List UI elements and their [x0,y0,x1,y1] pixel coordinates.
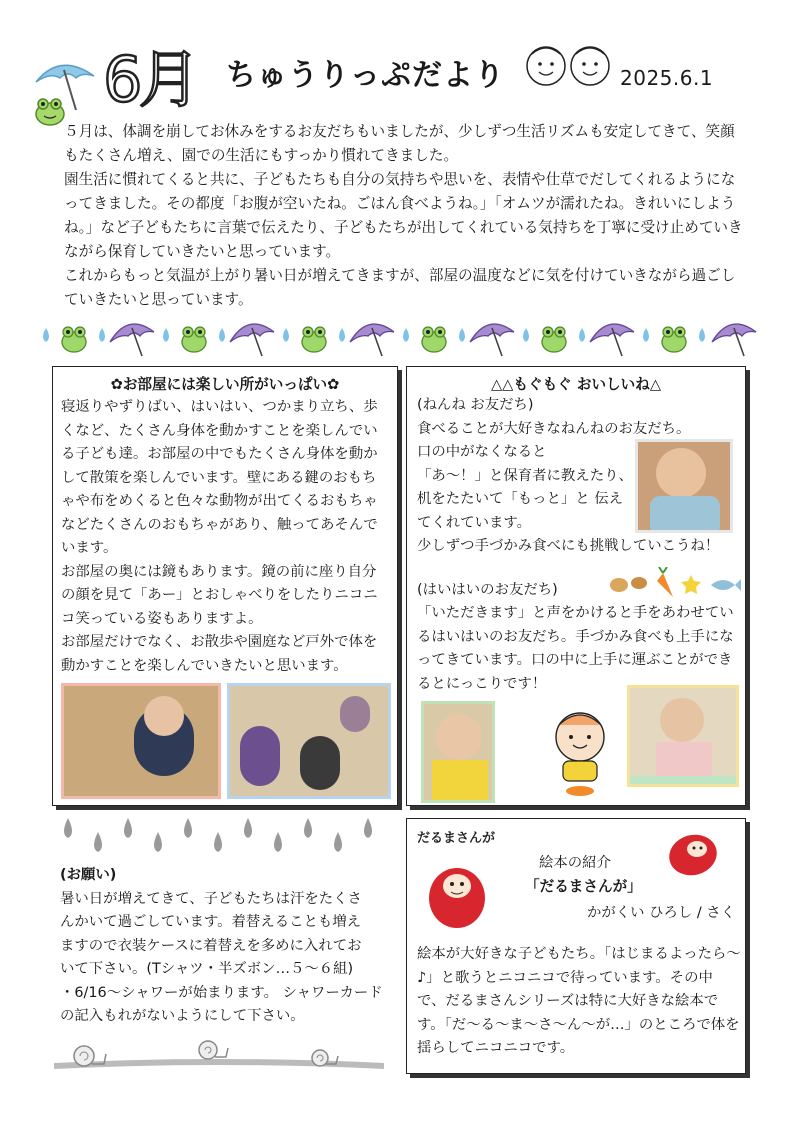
photo-child-eating-table [627,685,739,787]
food-section [406,366,746,806]
request-heading: (お願い) [60,867,117,883]
daruma-illustration [657,825,737,881]
intro-paragraph: 園生活に慣れてくると共に、子どもたちも自分の気持ちや思いを、表情や仕草でだしてくれるようになってきました。その都度「お腹が空いたね。ごはん食べようね。」「オムツが濡れたね。きれいにしようね。」など子どもたちに言葉で伝えたり、子どもたちが出してくれている気持ちを丁寧に受け止めていきながら保育していきたいと思っています。 [64,171,743,260]
newsletter-title: ちゅうりっぷだより [226,58,505,93]
line: 「あ～！」と保育者に教えたり、 [417,467,633,484]
request-line: んかいて過ごしています。着替えることも増え [60,914,362,930]
paragraph: 寝返りやずりばい、はいはい、つかまり立ち、歩くなど、たくさん身体を動かすことを楽しんでいる子ども達。お部屋の中でもたくさん身体を動かして散策を楽しんでいます。壁にある鍵のおもちゃや布をめくると色々な動物が出てくるおもちゃなどたくさんのおもちゃがあり、触ってあそんでいます。 [61,399,378,556]
subheading: (はいはいのお友だち) [417,581,558,598]
raindrops-decoration [54,814,384,858]
vegetables-illustration [607,567,743,603]
snails-decoration [54,1032,384,1076]
paragraph: お部屋だけでなく、お散歩や園庭など戸外で体を動かすことを楽しんでいきたいと思います。 [61,634,378,674]
month-heading: 6月 [103,43,197,116]
line: 机をたたいて「もっと」と 伝え [417,491,624,507]
rice-ball-icon: △ [649,376,662,393]
book-section [406,818,746,1074]
line: 少しずつ手づかみ食べにも挑戦していこうね！ [417,538,720,554]
request-line: の記入もれがないようにして下さい。 [60,1008,305,1024]
book-title: 「だるまさんが」 [525,878,642,895]
section-title: △△もぐもぐ おいしいね△ [490,376,662,393]
request-line: ・6/16～シャワーが始まります。 シャワーカード [60,984,383,1001]
room-section [52,366,398,806]
baby-cartoon-illustration [543,701,617,801]
issue-date: 2025.6.1 [620,66,714,90]
book-description: 絵本が大好きな子どもたち。「はじまるよったら～♪」と歌うとニコニコで待っています。その中で、だるまさんシリーズは特に大好きな絵本です。「だ～る～ま～さ～ん～が…」のところで体を揺らしてニコニコです。 [417,946,741,1056]
paragraph: お部屋の奥には鏡もあります。鏡の前に座り自分の顔を見て「あー」とおしゃべりをしたりニコニコ笑っている姿もありますよ。 [61,563,378,627]
photo-baby-eating [635,439,733,533]
rice-ball-icon: △△ [490,376,514,393]
book-cover-title: だるまさんが [417,831,496,846]
intro-text [64,120,744,312]
book-cover [417,827,517,931]
book-label: 絵本の紹介 [539,855,611,871]
paragraph: 「いただきます」と声をかけると手をあわせているはいはいのお友だち。手づかみ食べも上手になってきています。口の中に上手に運ぶことができるとにっこりです！ [417,605,734,692]
section-title: ✿お部屋には楽しい所がいっぱい✿ [110,376,340,393]
request-line: いて下さい。(Tシャツ・半ズボン…５～６組) [60,961,354,977]
frog-umbrella-border [36,312,766,362]
intro-paragraph: ５月は、体調を崩してお休みをするお友だちもいましたが、少しずつ生活リズムも安定してきて、笑顔もたくさん増え、園での生活にもすっかり慣れてきました。 [64,123,735,164]
kids-faces-illustration [524,40,616,90]
line: 口の中がなくなると [417,444,547,460]
line: 食べることが大好きなねんねのお友だち。 [417,420,691,437]
photo-children-room [227,683,391,799]
line: てくれています。 [417,514,531,531]
request-line: ますので衣装ケースに着替えを多めに入れてお [60,937,362,954]
section-body [53,394,397,678]
request-section [60,864,390,1029]
subheading: (ねんね お友だち) [417,397,534,413]
intro-paragraph: これからもっと気温が上がり暑い日が増えてきますが、部屋の温度などに気を付けていきながら過ごしていきたいと思っています。 [64,267,736,308]
photo-child-meal [421,701,495,803]
book-author: かがくい ひろし / さく [587,905,736,921]
photo-child-wall-toy [61,683,221,799]
request-line: 暑い日が増えてきて、子どもたちは汗をたくさ [60,890,362,907]
